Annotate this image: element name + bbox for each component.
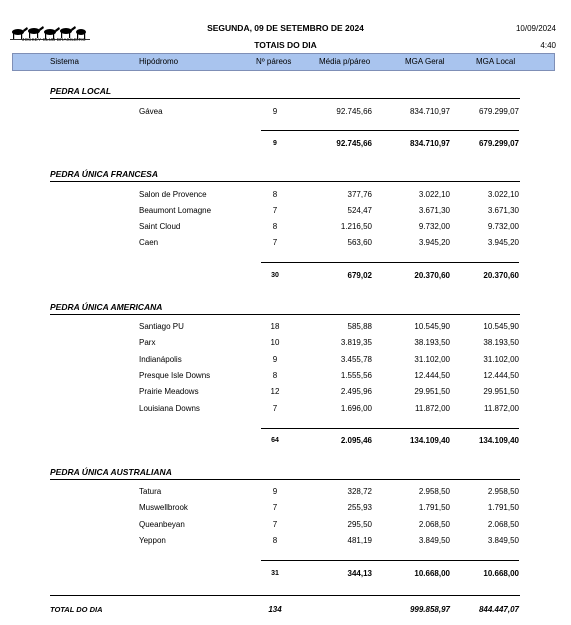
mga-geral-cell: 29.951,50: [414, 387, 450, 396]
col-pareos: Nº páreos: [256, 57, 292, 66]
mga-local-cell: 31.102,00: [483, 355, 519, 364]
subtotal-divider: [261, 428, 519, 429]
media-cell: 2.495,96: [340, 387, 372, 396]
section-divider: [50, 479, 520, 480]
mga-geral-cell: 10.545,90: [414, 322, 450, 331]
media-cell: 377,76: [347, 190, 372, 199]
report-time: 4:40: [540, 41, 556, 50]
hipodromo-cell: Parx: [139, 338, 156, 347]
col-media: Média p/páreo: [319, 57, 371, 66]
media-cell: 524,47: [347, 206, 372, 215]
subtotal-media: 92.745,66: [336, 139, 372, 148]
mga-local-cell: 9.732,00: [487, 222, 519, 231]
pareos-cell: 8: [272, 222, 278, 231]
pareos-cell: 7: [272, 404, 278, 413]
subtotal-mga-local: 20.370,60: [483, 271, 519, 280]
section-title: PEDRA ÚNICA AMERICANA: [50, 302, 163, 312]
col-mga-local: MGA Local: [476, 57, 516, 66]
section-divider: [50, 181, 520, 182]
grand-total-mga-geral: 999.858,97: [409, 605, 450, 614]
grand-total-label: TOTAL DO DIA: [50, 605, 103, 614]
mga-local-cell: 2.958,50: [487, 487, 519, 496]
report-subtitle: TOTAIS DO DIA: [254, 40, 317, 50]
pareos-cell: 12: [270, 387, 280, 396]
mga-local-cell: 3.849,50: [487, 536, 519, 545]
subtotal-divider: [261, 130, 519, 131]
mga-local-cell: 2.068,50: [487, 520, 519, 529]
pareos-cell: 18: [270, 322, 280, 331]
section-title: PEDRA ÚNICA FRANCESA: [50, 169, 158, 179]
hipodromo-cell: Muswellbrook: [139, 503, 188, 512]
pareos-cell: 7: [272, 206, 278, 215]
hipodromo-cell: Salon de Provence: [139, 190, 207, 199]
media-cell: 585,88: [347, 322, 372, 331]
mga-local-cell: 38.193,50: [483, 338, 519, 347]
mga-local-cell: 11.872,00: [484, 404, 519, 413]
media-cell: 295,50: [347, 520, 372, 529]
pareos-cell: 10: [270, 338, 280, 347]
subtotal-pareos: 9: [273, 140, 277, 147]
mga-geral-cell: 3.671,30: [418, 206, 450, 215]
mga-geral-cell: 12.444,50: [414, 371, 450, 380]
media-cell: 1.216,50: [340, 222, 372, 231]
mga-geral-cell: 3.849,50: [418, 536, 450, 545]
mga-geral-cell: 834.710,97: [409, 107, 450, 116]
mga-geral-cell: 2.068,50: [418, 520, 450, 529]
mga-geral-cell: 3.945,20: [418, 238, 450, 247]
section-title: PEDRA LOCAL: [50, 86, 112, 96]
pareos-cell: 8: [272, 190, 278, 199]
hipodromo-cell: Santiago PU: [139, 322, 184, 331]
subtotal-mga-geral: 10.668,00: [414, 569, 450, 578]
mga-local-cell: 10.545,90: [483, 322, 519, 331]
hipodromo-cell: Queanbeyan: [139, 520, 185, 529]
grand-total-pareos: 134: [268, 605, 282, 614]
media-cell: 3.819,35: [340, 338, 372, 347]
col-sistema: Sistema: [50, 57, 79, 66]
column-header-bar: [12, 53, 555, 71]
mga-geral-cell: 3.022,10: [418, 190, 450, 199]
media-cell: 481,19: [347, 536, 372, 545]
subtotal-divider: [261, 262, 519, 263]
media-cell: 255,93: [347, 503, 372, 512]
subtotal-divider: [261, 560, 519, 561]
media-cell: 1.696,00: [340, 404, 372, 413]
col-mga-geral: MGA Geral: [405, 57, 445, 66]
hipodromo-cell: Gávea: [139, 107, 163, 116]
pareos-cell: 8: [272, 371, 278, 380]
report-title: SEGUNDA, 09 DE SETEMBRO DE 2024: [207, 23, 364, 33]
pareos-cell: 7: [272, 520, 278, 529]
section-title: PEDRA ÚNICA AUSTRALIANA: [50, 467, 172, 477]
mga-geral-cell: 9.732,00: [418, 222, 450, 231]
mga-geral-cell: 2.958,50: [418, 487, 450, 496]
hipodromo-cell: Yeppon: [139, 536, 166, 545]
mga-local-cell: 29.951,50: [483, 387, 519, 396]
subtotal-pareos: 30: [271, 272, 279, 279]
subtotal-media: 2.095,46: [340, 436, 372, 445]
hipodromo-cell: Presque Isle Downs: [139, 371, 211, 380]
mga-geral-cell: 11.872,00: [415, 404, 450, 413]
section-divider: [50, 314, 520, 315]
subtotal-pareos: 64: [271, 437, 279, 444]
media-cell: 563,60: [347, 238, 372, 247]
media-cell: 328,72: [347, 487, 372, 496]
mga-local-cell: 1.791,50: [487, 503, 519, 512]
pareos-cell: 7: [272, 503, 278, 512]
mga-local-cell: 3.671,30: [487, 206, 519, 215]
media-cell: 1.555,56: [340, 371, 372, 380]
section-divider: [50, 98, 520, 99]
subtotal-media: 344,13: [347, 569, 372, 578]
pareos-cell: 7: [272, 238, 278, 247]
mga-geral-cell: 38.193,50: [414, 338, 450, 347]
pareos-cell: 9: [272, 355, 278, 364]
hipodromo-cell: Caen: [139, 238, 159, 247]
report-date: 10/09/2024: [515, 24, 556, 33]
subtotal-mga-geral: 20.370,60: [414, 271, 450, 280]
subtotal-mga-local: 679.299,07: [478, 139, 519, 148]
hipodromo-cell: Beaumont Lomagne: [139, 206, 212, 215]
pareos-cell: 9: [272, 107, 278, 116]
subtotal-pareos: 31: [271, 570, 279, 577]
subtotal-mga-local: 10.668,00: [483, 569, 519, 578]
logo-caption: JOCKEY CLUB BRASILEIRO: [22, 37, 86, 42]
hipodromo-cell: Saint Cloud: [139, 222, 181, 231]
hipodromo-cell: Tatura: [139, 487, 162, 496]
pareos-cell: 8: [272, 536, 278, 545]
pareos-cell: 9: [272, 487, 278, 496]
subtotal-mga-local: 134.109,40: [478, 436, 519, 445]
mga-geral-cell: 1.791,50: [418, 503, 450, 512]
media-cell: 92.745,66: [336, 107, 372, 116]
media-cell: 3.455,78: [340, 355, 372, 364]
mga-local-cell: 12.444,50: [483, 371, 519, 380]
hipodromo-cell: Indianápolis: [139, 355, 182, 364]
hipodromo-cell: Prairie Meadows: [139, 387, 199, 396]
subtotal-mga-geral: 834.710,97: [409, 139, 450, 148]
subtotal-mga-geral: 134.109,40: [409, 436, 450, 445]
hipodromo-cell: Louisiana Downs: [139, 404, 200, 413]
col-hipodromo: Hipódromo: [139, 57, 179, 66]
mga-geral-cell: 31.102,00: [414, 355, 450, 364]
mga-local-cell: 3.945,20: [487, 238, 519, 247]
grand-total-divider: [50, 595, 520, 596]
grand-total-mga-local: 844.447,07: [478, 605, 519, 614]
subtotal-media: 679,02: [347, 271, 372, 280]
mga-local-cell: 679.299,07: [478, 107, 519, 116]
mga-local-cell: 3.022,10: [487, 190, 519, 199]
